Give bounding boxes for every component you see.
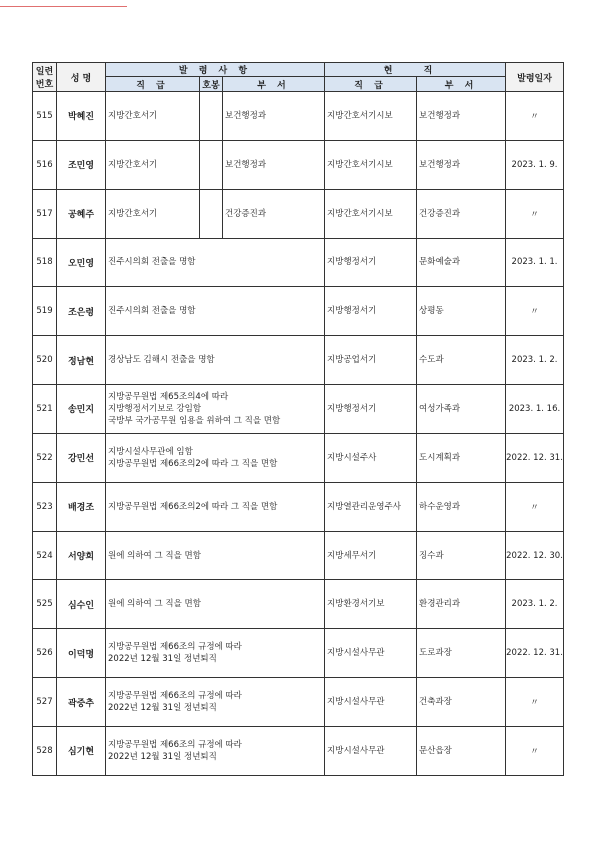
header-red-line [0, 6, 127, 7]
appointment-text-cell [106, 287, 325, 336]
current-position-header: 현 직 [325, 63, 506, 77]
appointment-date-cell: 2023. 1. 2. [506, 336, 564, 385]
name-cell: 이덕명 [57, 629, 106, 678]
current-grade-cell: 지방세무서기 [325, 531, 417, 580]
current-department-cell: 보건행정과 [417, 92, 506, 141]
name-cell: 송민지 [57, 385, 106, 434]
grade-subheader: 직 급 [106, 77, 200, 92]
hobong-cell [200, 92, 223, 141]
appointment-date-cell: 2023. 1. 16. [506, 385, 564, 434]
current-grade-cell: 지방시설사무관 [325, 678, 417, 727]
hobong-subheader: 호봉 [200, 77, 223, 92]
serial-number-cell: 516 [33, 140, 57, 189]
table-row [33, 385, 564, 434]
name-cell: 심수인 [57, 580, 106, 629]
serial-number-header [33, 63, 57, 92]
appointment-date-cell: 〃 [506, 482, 564, 531]
appointment-date-cell: 〃 [506, 92, 564, 141]
serial-number-cell: 522 [33, 433, 57, 482]
appointment-date-cell: 2022. 12. 30. [506, 531, 564, 580]
appointment-text-line: 2022년 12월 31일 정년퇴직 [108, 654, 217, 665]
table-row [33, 580, 564, 629]
table-row [33, 92, 564, 141]
current-grade-cell: 지방행정서기 [325, 385, 417, 434]
name-header: 성 명 [57, 63, 106, 92]
table-row [33, 287, 564, 336]
appointment-text-cell [106, 433, 325, 482]
table-row [33, 140, 564, 189]
appointment-text-cell [106, 629, 325, 678]
name-cell: 배경조 [57, 482, 106, 531]
appointment-text-cell [106, 726, 325, 775]
current-department-cell: 건강증진과 [417, 189, 506, 238]
table-body [33, 92, 564, 776]
current-department-cell: 환경관리과 [417, 580, 506, 629]
appointment-date-cell: 〃 [506, 189, 564, 238]
serial-number-cell: 518 [33, 238, 57, 287]
serial-header-line-1: 일련 [35, 67, 54, 77]
personnel-appointment-table [32, 62, 564, 776]
name-cell: 강민선 [57, 433, 106, 482]
appointment-text-line: 지방공무원법 제66조의2에 따라 그 직을 면함 [108, 458, 278, 469]
current-grade-cell: 지방시설사무관 [325, 629, 417, 678]
appointment-text-cell [106, 580, 325, 629]
appointment-date-cell: 〃 [506, 726, 564, 775]
grade-cell: 지방간호서기 [106, 189, 200, 238]
department-subheader: 부 서 [223, 77, 325, 92]
appointment-text-cell [106, 238, 325, 287]
appointment-text-line: 2022년 12월 31일 정년퇴직 [108, 703, 217, 714]
current-grade-cell: 지방열관리운영주사 [325, 482, 417, 531]
serial-number-cell: 521 [33, 385, 57, 434]
current-department-cell: 상평동 [417, 287, 506, 336]
table-row [33, 336, 564, 385]
name-cell: 조은령 [57, 287, 106, 336]
serial-number-cell: 523 [33, 482, 57, 531]
appointment-text-line: 원에 의하여 그 직을 면함 [108, 550, 201, 561]
name-cell: 공혜주 [57, 189, 106, 238]
serial-number-cell: 524 [33, 531, 57, 580]
name-cell: 박혜진 [57, 92, 106, 141]
appointment-text-line: 지방공무원법 제66조의2에 따라 그 직을 면함 [108, 501, 278, 512]
table-row [33, 678, 564, 727]
appointment-text-line: 2022년 12월 31일 정년퇴직 [108, 751, 217, 762]
appointment-date-cell: 2023. 1. 1. [506, 238, 564, 287]
name-cell: 심기현 [57, 726, 106, 775]
appointment-date-cell: 2022. 12. 31. [506, 629, 564, 678]
appointment-date-cell: 2023. 1. 2. [506, 580, 564, 629]
current-grade-cell: 지방시설사무관 [325, 726, 417, 775]
appointment-text-line: 원에 의하여 그 직을 면함 [108, 599, 201, 610]
current-department-subheader: 부 서 [417, 77, 506, 92]
table-row [33, 189, 564, 238]
current-grade-cell: 지방공업서기 [325, 336, 417, 385]
serial-number-cell: 525 [33, 580, 57, 629]
table-row [33, 726, 564, 775]
current-grade-cell: 지방행정서기 [325, 238, 417, 287]
serial-number-cell: 526 [33, 629, 57, 678]
appointment-text-line: 경상남도 김해시 전출을 명함 [108, 355, 215, 366]
table-row [33, 482, 564, 531]
table-row [33, 238, 564, 287]
appointment-date-cell: 〃 [506, 678, 564, 727]
name-cell: 곽중추 [57, 678, 106, 727]
current-grade-subheader: 직 급 [325, 77, 417, 92]
serial-number-cell: 528 [33, 726, 57, 775]
table-row [33, 433, 564, 482]
current-department-cell: 건축과장 [417, 678, 506, 727]
appointment-text-line: 지방행정서기보로 강임함 [108, 403, 202, 414]
grade-cell: 지방간호서기 [106, 140, 200, 189]
appointment-text-line: 지방공무원법 제66조의 규정에 따라 [108, 739, 242, 750]
hobong-cell [200, 189, 223, 238]
current-department-cell: 도시계획과 [417, 433, 506, 482]
appointment-text-line: 지방시설사무관에 임함 [108, 446, 193, 457]
appointment-text-line: 국방부 국가공무원 임용을 위하여 그 직을 면함 [108, 415, 281, 426]
current-grade-cell: 지방환경서기보 [325, 580, 417, 629]
name-cell: 조민영 [57, 140, 106, 189]
serial-number-cell: 517 [33, 189, 57, 238]
department-cell: 보건행정과 [223, 140, 325, 189]
current-grade-cell: 지방간호서기시보 [325, 92, 417, 141]
serial-header-line-2: 번호 [35, 80, 54, 90]
appointment-text-cell [106, 531, 325, 580]
appointment-text-line: 지방공무원법 제65조의4에 따라 [108, 391, 229, 402]
appointment-text-cell [106, 336, 325, 385]
appointment-header: 발 령 사 항 [106, 63, 325, 77]
appointment-date-cell: 〃 [506, 287, 564, 336]
table-row [33, 629, 564, 678]
appointment-date-cell: 2023. 1. 9. [506, 140, 564, 189]
appointment-text-line: 진주시의회 전출을 명함 [108, 306, 196, 317]
current-department-cell: 수도과 [417, 336, 506, 385]
current-department-cell: 징수과 [417, 531, 506, 580]
current-department-cell: 문산읍장 [417, 726, 506, 775]
name-cell: 오민영 [57, 238, 106, 287]
current-grade-cell: 지방행정서기 [325, 287, 417, 336]
current-department-cell: 하수운영과 [417, 482, 506, 531]
serial-number-cell: 519 [33, 287, 57, 336]
appointment-date-header: 발령일자 [506, 63, 564, 92]
current-grade-cell: 지방간호서기시보 [325, 189, 417, 238]
serial-number-cell: 527 [33, 678, 57, 727]
appointment-text-line: 지방공무원법 제66조의 규정에 따라 [108, 691, 242, 702]
grade-cell: 지방간호서기 [106, 92, 200, 141]
name-cell: 정남현 [57, 336, 106, 385]
hobong-cell [200, 140, 223, 189]
appointment-text-cell [106, 482, 325, 531]
current-department-cell: 문화예술과 [417, 238, 506, 287]
serial-number-cell: 520 [33, 336, 57, 385]
name-cell: 서양희 [57, 531, 106, 580]
department-cell: 보건행정과 [223, 92, 325, 141]
current-grade-cell: 지방간호서기시보 [325, 140, 417, 189]
serial-number-cell: 515 [33, 92, 57, 141]
department-cell: 건강증진과 [223, 189, 325, 238]
appointment-text-line: 지방공무원법 제66조의 규정에 따라 [108, 642, 242, 653]
appointment-text-cell [106, 678, 325, 727]
table-row [33, 531, 564, 580]
appointment-date-cell: 2022. 12. 31. [506, 433, 564, 482]
current-department-cell: 도로과장 [417, 629, 506, 678]
current-department-cell: 보건행정과 [417, 140, 506, 189]
current-grade-cell: 지방시설주사 [325, 433, 417, 482]
appointment-text-line: 진주시의회 전출을 명함 [108, 257, 196, 268]
appointment-text-cell [106, 385, 325, 434]
current-department-cell: 여성가족과 [417, 385, 506, 434]
